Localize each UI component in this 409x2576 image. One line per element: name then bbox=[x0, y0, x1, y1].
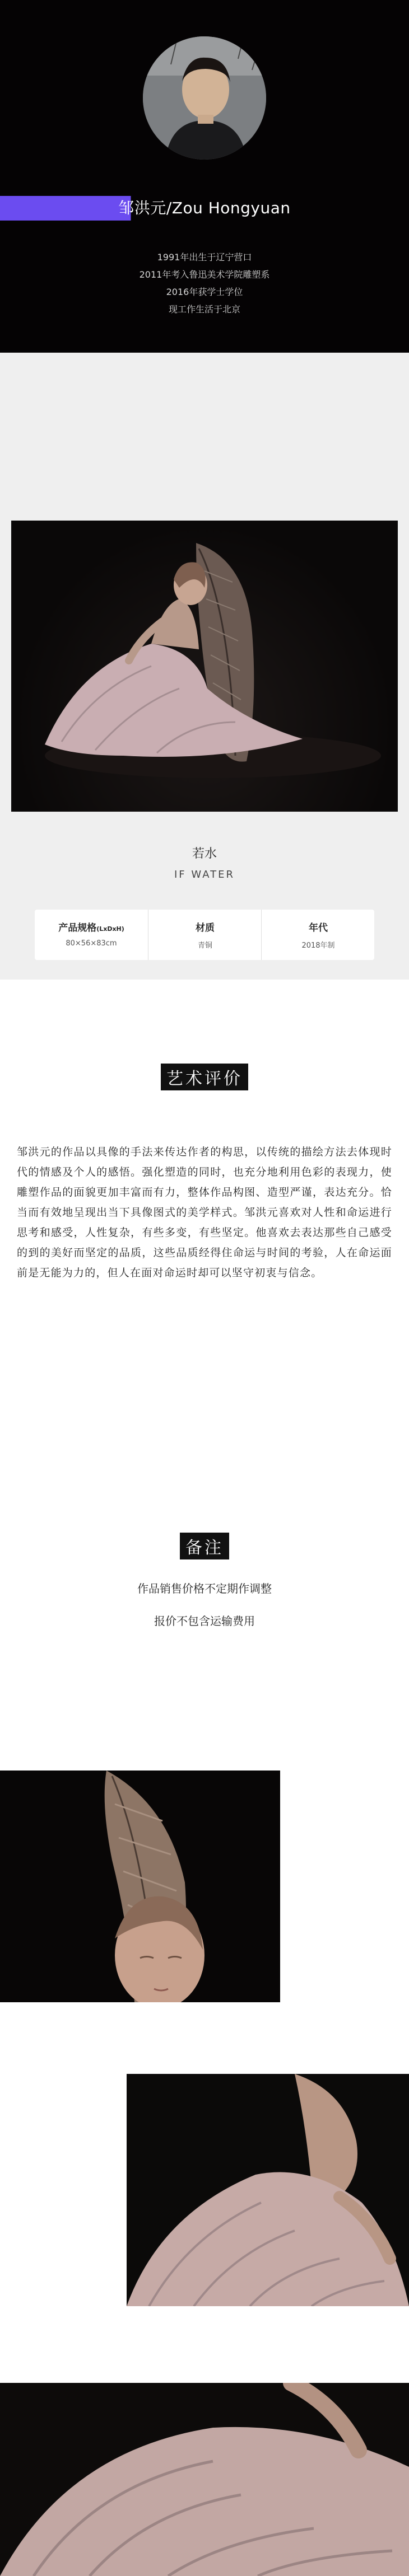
artwork-photo bbox=[11, 521, 398, 812]
review-heading-text: 艺术评价 bbox=[161, 1064, 248, 1090]
notes-heading bbox=[0, 1533, 409, 1559]
spec-year bbox=[261, 910, 375, 960]
spec-label-suffix: (LxDxH) bbox=[96, 925, 124, 933]
artwork-title: 若水 bbox=[192, 847, 217, 861]
bio-line: 2016年获学士学位 bbox=[166, 287, 243, 297]
note-line: 报价不包含运输费用 bbox=[154, 1614, 255, 1628]
spec-card bbox=[35, 910, 374, 960]
spec-label: 年代 bbox=[309, 922, 328, 934]
sculpture-image bbox=[11, 521, 398, 812]
dress-detail-image bbox=[0, 2383, 409, 2576]
detail-photo-face bbox=[0, 1771, 280, 2002]
review-heading bbox=[0, 1064, 409, 1090]
portrait-image bbox=[143, 36, 266, 160]
detail-photo-dress bbox=[0, 2383, 409, 2576]
artwork-title-en: IF WATER bbox=[174, 869, 235, 880]
spec-size bbox=[35, 910, 148, 960]
spec-value: 80×56×83cm bbox=[66, 939, 117, 948]
note-line: 作品销售价格不定期作调整 bbox=[137, 1582, 272, 1595]
bio-line: 现工作生活于北京 bbox=[168, 304, 240, 315]
review-body: 邹洪元的作品以具像的手法来传达作者的构思，以传统的描绘方法去体现时代的情感及个人的感悟。强化塑造的同时，也充分地利用色彩的表现力，使雕塑作品的面貌更加丰富而有力，整体作品构图、造型严谨，表达充分。恰当而有效地呈现出当下具像图式的美学样式。邹洪元喜欢对人性和命运进行思考和感受，人性复杂，有些多变，有些坚定。他喜欢去表达那些自己感受的到的美好而坚定的品质，这些品质经得住命运与时间的考验，人在命运面前是无能为力的，但人在面对命运时却可以坚守初衷与信念。 bbox=[17, 1146, 392, 1279]
bio-line: 2011年考入鲁迅美术学院雕塑系 bbox=[139, 269, 270, 280]
spec-label: 产品规格 bbox=[58, 922, 97, 934]
detail-photo-torso bbox=[127, 2074, 409, 2306]
artist-name: 邹洪元/Zou Hongyuan bbox=[118, 199, 291, 217]
torso-detail-image bbox=[127, 2074, 409, 2306]
artist-avatar bbox=[143, 36, 266, 160]
bio-line: 1991年出生于辽宁营口 bbox=[157, 252, 252, 263]
notes-heading-text: 备注 bbox=[180, 1533, 229, 1559]
spec-material bbox=[148, 910, 262, 960]
spec-value: 青铜 bbox=[197, 942, 212, 950]
spec-label: 材质 bbox=[196, 922, 215, 934]
spec-value: 2018年制 bbox=[301, 942, 335, 950]
face-detail-image bbox=[0, 1771, 280, 2002]
